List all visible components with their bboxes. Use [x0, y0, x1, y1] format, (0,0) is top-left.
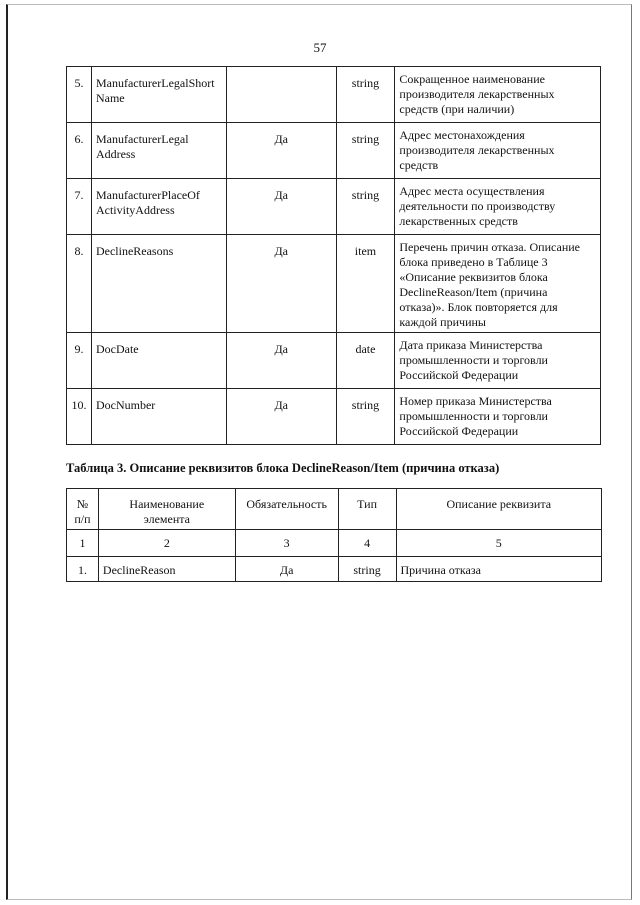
row-desc-line: производителя лекарственных: [399, 143, 555, 157]
row-required: [226, 67, 336, 123]
row-required: Да: [226, 123, 336, 179]
row-name-line: ActivityAddress: [95, 203, 175, 217]
table-row: [67, 389, 601, 445]
row-desc: [395, 123, 601, 179]
row-desc: [395, 67, 601, 123]
row-name-line: ManufacturerLegal: [95, 132, 189, 146]
header-num-line: №: [76, 497, 89, 511]
row-desc: [395, 389, 601, 445]
row-type: string: [336, 67, 395, 123]
table-row: [67, 123, 601, 179]
row-name: [91, 333, 226, 389]
row-name-line: DocDate: [95, 342, 139, 356]
table3-index-row: [67, 530, 602, 557]
row-type: string: [338, 557, 396, 582]
requisites-table-continued: [66, 66, 601, 445]
row-type: item: [336, 235, 395, 333]
page-number: 57: [313, 40, 327, 55]
row-name-line: DocNumber: [95, 398, 156, 412]
header-required: Обязательность: [235, 489, 338, 530]
row-desc: Причина отказа: [396, 557, 601, 582]
row-desc-line: отказа)». Блок повторяется для: [399, 300, 558, 314]
row-desc-line: Адрес местонахождения: [399, 128, 525, 142]
row-name-line: Address: [95, 147, 136, 161]
table3-caption: Таблица 3. Описание реквизитов блока DeclineReason/Item (причина отказа): [66, 461, 500, 475]
row-desc-line: деятельности по производству: [399, 199, 556, 213]
row-type: string: [336, 179, 395, 235]
row-desc-line: средств (при наличии): [399, 102, 515, 116]
index-cell: 2: [98, 530, 235, 557]
row-name: [91, 389, 226, 445]
row-desc-line: блока приведено в Таблице 3: [399, 255, 548, 269]
row-desc-line: Российской Федерации: [399, 368, 519, 382]
row-name: [91, 123, 226, 179]
row-desc-line: Сокращенное наименование: [399, 72, 545, 86]
row-desc-line: лекарственных средств: [399, 214, 518, 228]
row-name-line: DeclineReasons: [95, 244, 174, 258]
row-num: 8.: [67, 235, 92, 333]
header-type: Тип: [338, 489, 396, 530]
row-name: [91, 179, 226, 235]
row-required: Да: [235, 557, 338, 582]
row-type: date: [336, 333, 395, 389]
row-num: 5.: [67, 67, 92, 123]
row-num: 7.: [67, 179, 92, 235]
table3-header-row: [67, 489, 602, 530]
row-num: 10.: [67, 389, 92, 445]
header-name-line: элемента: [143, 512, 190, 526]
row-desc-line: Дата приказа Министерства: [399, 338, 543, 352]
header-name-line: Наименование: [129, 497, 205, 511]
row-num: 1.: [67, 557, 99, 582]
row-desc-line: промышленности и торговли: [399, 409, 548, 423]
index-cell: 1: [67, 530, 99, 557]
table-row: [67, 333, 601, 389]
row-desc: [395, 235, 601, 333]
row-required: Да: [226, 179, 336, 235]
table-row: [67, 67, 601, 123]
table3: [66, 488, 602, 582]
header-num-line: п/п: [74, 512, 91, 526]
row-required: Да: [226, 389, 336, 445]
row-name-line: ManufacturerPlaceOf: [95, 188, 200, 202]
row-desc-line: каждой причины: [399, 315, 486, 329]
row-desc-line: средств: [399, 158, 439, 172]
row-desc-line: производителя лекарственных: [399, 87, 555, 101]
row-name: DeclineReason: [98, 557, 235, 582]
row-desc-line: промышленности и торговли: [399, 353, 548, 367]
row-num: 9.: [67, 333, 92, 389]
index-cell: 3: [235, 530, 338, 557]
row-name: [91, 235, 226, 333]
table-row: [67, 179, 601, 235]
row-name-line: Name: [95, 91, 125, 105]
row-type: string: [336, 389, 395, 445]
row-type: string: [336, 123, 395, 179]
row-required: Да: [226, 235, 336, 333]
row-name-line: ManufacturerLegalShort: [95, 76, 215, 90]
table3-row: [67, 557, 602, 582]
row-desc-line: Перечень причин отказа. Описание: [399, 240, 580, 254]
row-desc: [395, 179, 601, 235]
index-cell: 5: [396, 530, 601, 557]
index-cell: 4: [338, 530, 396, 557]
table-row: [67, 235, 601, 333]
row-desc-line: «Описание реквизитов блока: [399, 270, 548, 284]
row-desc-line: Номер приказа Министерства: [399, 394, 552, 408]
row-desc-line: DeclineReason/Item (причина: [399, 285, 548, 299]
header-desc: Описание реквизита: [396, 489, 601, 530]
row-required: Да: [226, 333, 336, 389]
row-desc-line: Адрес места осуществления: [399, 184, 545, 198]
row-desc-line: Российской Федерации: [399, 424, 519, 438]
header-name: [98, 489, 235, 530]
header-num: [67, 489, 99, 530]
row-num: 6.: [67, 123, 92, 179]
row-desc: [395, 333, 601, 389]
row-name: [91, 67, 226, 123]
